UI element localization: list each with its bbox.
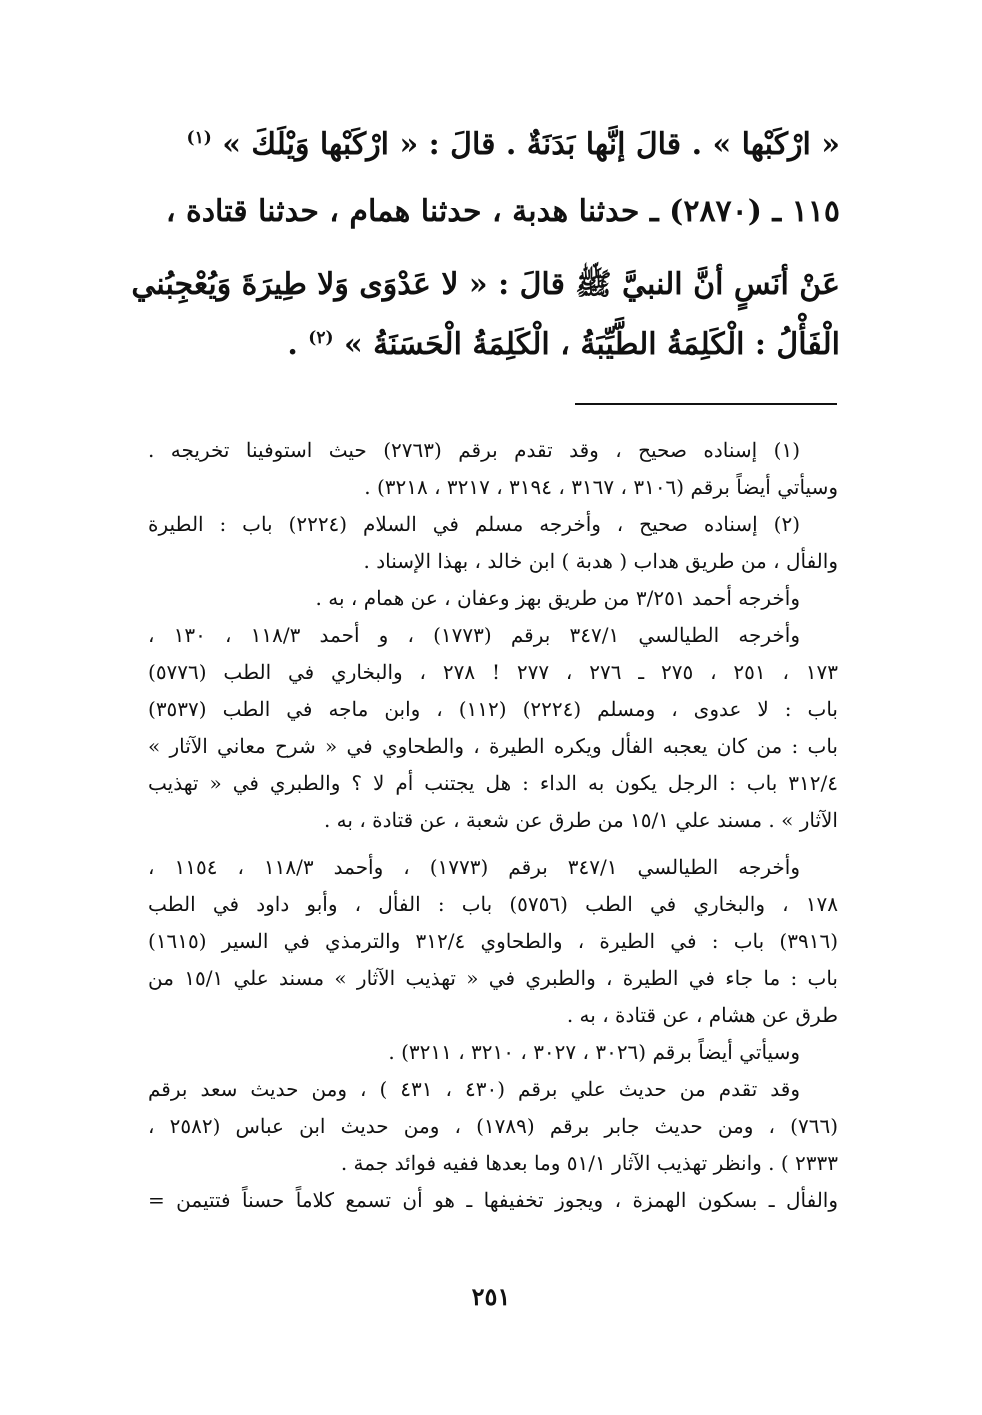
footnote-line: ٣١٢/٤ باب : الرجل يكون به الداء : هل يجتنب أم لا ؟ والطبري في « تهذيب [148,771,838,795]
main-text-line-1-body: « ارْكَبْها » . قالَ إنَّها بَدَنَةٌ . قالَ : « ارْكَبْها وَيْلَكَ » [222,127,840,162]
footnote-line: وأخرجه أحمد ٣/٢٥١ من طريق بهز وعفان ، عن همام ، به . [315,586,800,610]
footnote-line: باب : ما جاء في الطيرة ، والطبري في « تهذيب الآثار » مسند علي ١٥/١ من [148,966,838,990]
footnote-line: باب : لا عدوى ، ومسلم (٢٢٢٤) (١١٢) ، وابن ماجه في الطب (٣٥٣٧) [148,697,838,721]
hadith-text-line-2-end: . [287,327,298,362]
footnote-line: (٢) إسناده صحيح ، وأخرجه مسلم في السلام (٢٢٢٤) باب : الطيرة [148,512,800,536]
footnote-line: والفأل ـ بسكون الهمزة ، ويجوز تخفيفها ـ هو أن تسمع كلاماً حسناً فتتيمن = [148,1188,838,1212]
hadith-text-line-2-body: الْفَأْلُ : الْكَلِمَةُ الطَّيِّبَةُ ، الْكَلِمَةُ الْحَسَنَةُ » [343,327,840,362]
main-text-line-1 [140,116,840,167]
footnote-line: (٧٦٦) ، ومن حديث جابر برقم (١٧٨٩) ، ومن حديث ابن عباس (٢٥٨٢ ، [148,1114,838,1138]
footnote-line: وأخرجه الطيالسي ٣٤٧/١ برقم (١٧٧٣) ، وأحمد ١١٨/٣ ، ١١٥٤ ، [148,855,800,879]
footnote-line: باب : من كان يعجبه الفأل ويكره الطيرة ، والطحاوي في « شرح معاني الآثار » [148,734,838,758]
footnote-line: الآثار » . مسند علي ١٥/١ من طرق عن شعبة ، عن قتادة ، به . [323,808,838,832]
footnote-line: (١) إسناده صحيح ، وقد تقدم برقم (٢٧٦٣) حيث استوفينا تخريجه . [148,438,800,462]
footnote-separator [575,403,837,405]
footnote-ref-1: (١) [186,128,212,148]
footnote-line: والفأل ، من طريق هداب ( هدبة ) ابن خالد ، بهذا الإسناد . [363,549,838,573]
footnote-line: وقد تقدم من حديث علي برقم (٤٣٠ ، ٤٣١ ) ، ومن حديث سعد برقم [148,1077,800,1101]
footnote-line: ١٧٨ ، والبخاري في الطب (٥٧٥٦) باب : الفأل ، وأبو داود في الطب [148,892,838,916]
footnote-gap [148,839,838,849]
footnote-line: ١٧٣ ، ٢٥١ ، ٢٧٥ ـ ٢٧٦ ، ٢٧٧ ! ٢٧٨ ، والبخاري في الطب (٥٧٧٦) [148,660,839,684]
page-number: ٢٥١ [471,1282,511,1311]
footnotes [148,432,838,1219]
footnote-ref-2: (٢) [308,328,334,348]
footnote-line: وسيأتي أيضاً برقم (٣١٠٦ ، ٣١٦٧ ، ٣١٩٤ ، ٣٢١٧ ، ٣٢١٨) . [364,475,838,499]
footnote-line: وأخرجه الطيالسي ٣٤٧/١ برقم (١٧٧٣) ، و أحمد ١١٨/٣ ، ١٣٠ ، [148,623,801,647]
hadith-text-line-1: عَنْ أنَسٍ أنَّ النبيَّ ﷺ قالَ : « لا عَدْوَى وَلا طِيرَةَ وَيُعْجِبُني [131,267,840,302]
hadith-number-line: ١١٥ ـ (٢٨٧٠) ـ حدثنا هدبة ، حدثنا همام ، حدثنا قتادة ، [165,194,840,229]
footnote-line: ٢٣٣٣ ) . وانظر تهذيب الآثار ٥١/١ وما بعدها ففيه فوائد جمة . [340,1151,838,1175]
footnote-line: وسيأتي أيضاً برقم (٣٠٢٦ ، ٣٠٢٧ ، ٣٢١٠ ، ٣٢١١) . [388,1040,800,1064]
hadith-text-line-2 [140,316,840,367]
footnote-line: طرق عن هشام ، عن قتادة ، به . [566,1003,838,1027]
footnote-line: (٣٩١٦) باب : في الطيرة ، والطحاوي ٣١٢/٤ والترمذي في السير (١٦١٥) [148,929,838,953]
